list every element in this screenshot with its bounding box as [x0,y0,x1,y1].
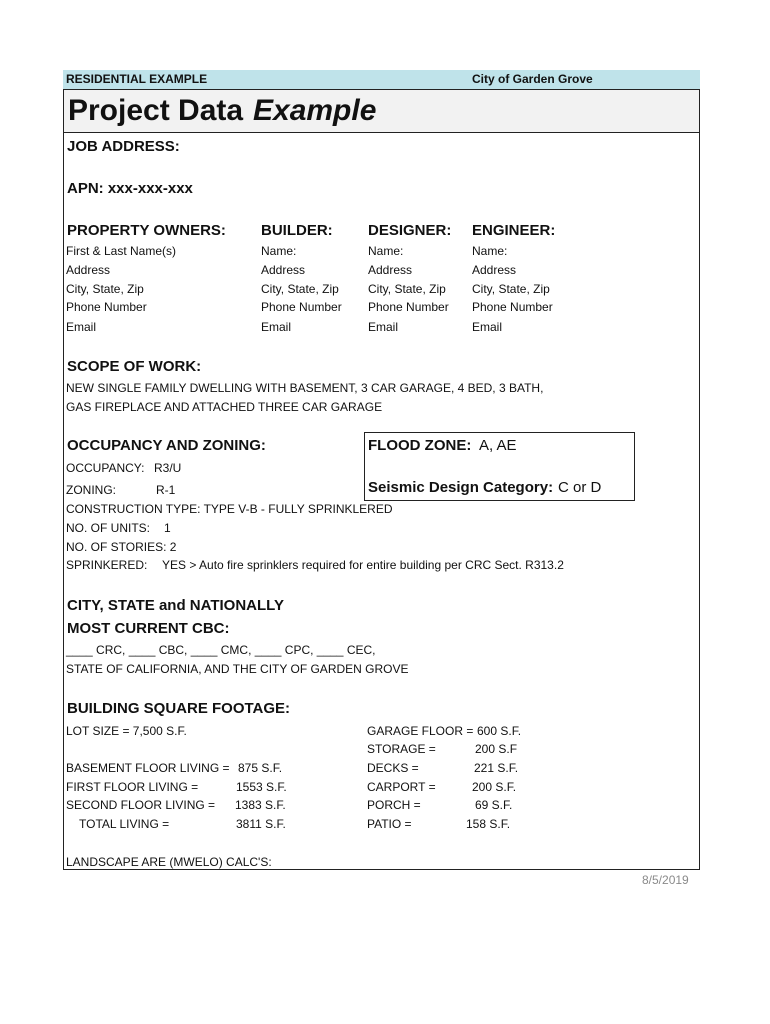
sqft-left-label: FIRST FLOOR LIVING = [66,780,199,794]
sqft-right-value: 69 S.F. [475,798,513,812]
sqft-right-value: 221 S.F. [474,761,519,775]
sqft-left-label: SECOND FLOOR LIVING = [66,798,216,812]
designer-line: Address [368,263,413,277]
sqft-right-label: PORCH = [367,798,421,812]
sqft-right-label: STORAGE = [367,742,436,756]
sqft-right-label: GARAGE FLOOR = [367,724,474,738]
flood-zone-label: FLOOD ZONE: [368,437,472,454]
scope-line: GAS FIREPLACE AND ATTACHED THREE CAR GARAGE [66,400,383,414]
zoning-value: R-1 [156,483,176,497]
sqft-right-label: CARPORT = [367,780,436,794]
engineer-line: Address [472,263,517,277]
owner-line: City, State, Zip [66,282,144,296]
occupancy-heading: OCCUPANCY AND ZONING: [67,437,266,454]
seismic-value: C or D [558,479,602,496]
codes-heading-2: MOST CURRENT CBC: [67,620,230,637]
sqft-left-label: TOTAL LIVING = [79,817,170,831]
header-left-label: RESIDENTIAL EXAMPLE [66,72,208,86]
construction-type: CONSTRUCTION TYPE: TYPE V-B - FULLY SPRINKLERED [66,502,393,516]
sqft-left-value: 1553 S.F. [236,780,287,794]
owner-line: Email [66,320,97,334]
document-date: 8/5/2019 [642,873,689,887]
scope-line: NEW SINGLE FAMILY DWELLING WITH BASEMENT, 3 CAR GARAGE, 4 BED, 3 BATH, [66,381,544,395]
engineer-line: Name: [472,244,508,258]
sprinklered-value: YES > Auto fire sprinklers required for entire building per CRC Sect. R313.2 [162,558,564,572]
designer-line: Phone Number [368,300,449,314]
owner-line: First & Last Name(s) [66,244,177,258]
contact-heading-designer: DESIGNER: [368,222,452,239]
sqft-left-value: 875 S.F. [238,761,283,775]
sqft-right-value: 200 S.F. [472,780,517,794]
designer-line: Name: [368,244,404,258]
job-address-label: JOB ADDRESS: [67,138,180,155]
title-box [63,89,700,133]
occupancy-label: OCCUPANCY: [66,461,145,475]
scope-heading: SCOPE OF WORK: [67,358,202,375]
owner-line: Address [66,263,111,277]
codes-line-2: STATE OF CALIFORNIA, AND THE CITY OF GARDEN GROVE [66,662,409,676]
sqft-right-value: 200 S.F [475,742,518,756]
seismic-label: Seismic Design Category: [368,479,554,496]
codes-line-1: ____ CRC, ____ CBC, ____ CMC, ____ CPC, ____ CEC, [66,643,376,657]
builder-line: Address [261,263,306,277]
contact-heading-owners: PROPERTY OWNERS: [67,222,226,239]
engineer-line: Phone Number [472,300,553,314]
zoning-label: ZONING: [66,483,116,497]
sprinklered-label: SPRINKERED: [66,558,148,572]
builder-line: City, State, Zip [261,282,339,296]
sqft-heading: BUILDING SQUARE FOOTAGE: [67,700,291,717]
landscape-label: LANDSCAPE ARE (MWELO) CALC'S: [66,855,272,869]
contact-heading-builder: BUILDER: [261,222,333,239]
page-title-italic: Example [253,94,377,127]
owner-line: Phone Number [66,300,147,314]
sqft-right-label: DECKS = [367,761,419,775]
header-band [63,70,700,89]
apn-label: APN: xxx-xxx-xxx [67,180,193,197]
stories-line: NO. OF STORIES: 2 [66,540,177,554]
sqft-right-value: 158 S.F. [466,817,511,831]
builder-line: Phone Number [261,300,342,314]
header-right-label: City of Garden Grove [472,72,593,86]
sqft-left-label: BASEMENT FLOOR LIVING = [66,761,230,775]
page-title: Project Data [68,94,244,127]
units-label: NO. OF UNITS: [66,521,150,535]
builder-line: Email [261,320,292,334]
sqft-right-label: PATIO = [367,817,412,831]
codes-heading-1: CITY, STATE and NATIONALLY [67,597,284,614]
sqft-left-value: 1383 S.F. [235,798,286,812]
designer-line: City, State, Zip [368,282,446,296]
sqft-right-value: 600 S.F. [477,724,522,738]
sqft-left-value: 3811 S.F. [236,817,286,831]
contact-heading-engineer: ENGINEER: [472,222,556,239]
lot-size: LOT SIZE = 7,500 S.F. [66,724,187,738]
occupancy-value: R3/U [154,461,182,475]
designer-line: Email [368,320,399,334]
flood-zone-value: A, AE [479,437,517,454]
builder-line: Name: [261,244,297,258]
engineer-line: City, State, Zip [472,282,550,296]
engineer-line: Email [472,320,503,334]
units-value: 1 [164,521,171,535]
